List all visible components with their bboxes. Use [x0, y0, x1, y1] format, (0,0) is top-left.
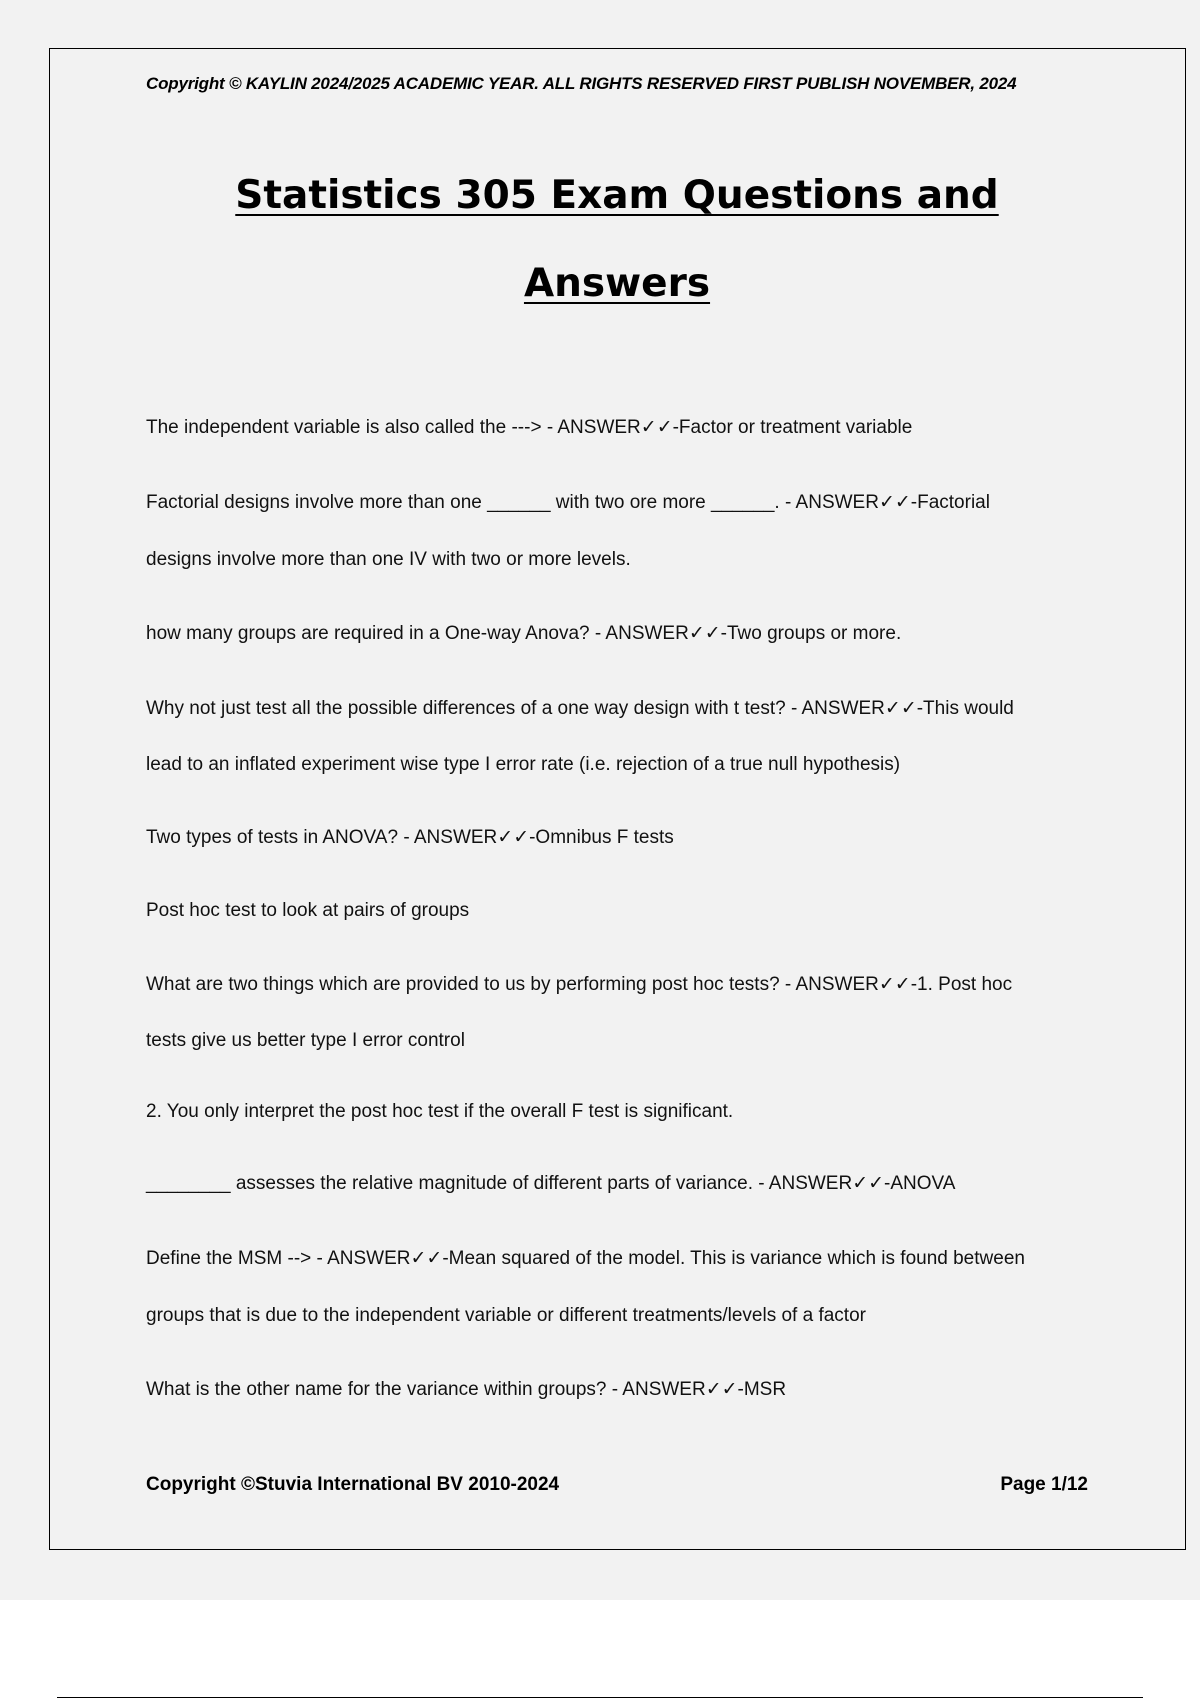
qa-line: groups that is due to the independent variable or different treatments/levels of a factor: [146, 1305, 866, 1326]
qa-line: designs involve more than one IV with two or more levels.: [146, 549, 631, 570]
qa-line: What is the other name for the variance within groups? - ANSWER✓✓-MSR: [146, 1379, 787, 1400]
qa-line: lead to an inflated experiment wise type I error rate (i.e. rejection of a true null hypothesis): [146, 754, 901, 775]
qa-line: Why not just test all the possible differences of a one way design with t test? - ANSWER✓✓-This would: [146, 698, 1014, 719]
qa-line: Two types of tests in ANOVA? - ANSWER✓✓-Omnibus F tests: [146, 827, 674, 848]
qa-line: tests give us better type I error control: [146, 1030, 465, 1051]
qa-line: Define the MSM --> - ANSWER✓✓-Mean squared of the model. This is variance which is found between: [146, 1248, 1025, 1269]
header-copyright: Copyright © KAYLIN 2024/2025 ACADEMIC YEAR. ALL RIGHTS RESERVED FIRST PUBLISH NOVEMBER, 2024: [146, 74, 1017, 93]
document-title-line-2: Answers: [523, 261, 711, 306]
qa-line: The independent variable is also called the ---> - ANSWER✓✓-Factor or treatment variable: [146, 417, 913, 438]
qa-line: What are two things which are provided to us by performing post hoc tests? - ANSWER✓✓-1. Post hoc: [146, 974, 1013, 995]
next-page-divider: [57, 1697, 1143, 1698]
qa-line: Factorial designs involve more than one ______ with two ore more ______. - ANSWER✓✓-Factorial: [146, 492, 990, 513]
qa-line: how many groups are required in a One-way Anova? - ANSWER✓✓-Two groups or more.: [146, 623, 902, 644]
footer-copyright: Copyright ©Stuvia International BV 2010-2024: [146, 1474, 560, 1495]
page-number: Page 1/12: [1000, 1474, 1088, 1495]
document-title-line-1: Statistics 305 Exam Questions and: [235, 173, 999, 218]
qa-line: 2. You only interpret the post hoc test if the overall F test is significant.: [146, 1101, 734, 1122]
qa-line: ________ assesses the relative magnitude of different parts of variance. - ANSWER✓✓-ANOVA: [146, 1173, 956, 1194]
qa-line: Post hoc test to look at pairs of groups: [146, 900, 470, 921]
